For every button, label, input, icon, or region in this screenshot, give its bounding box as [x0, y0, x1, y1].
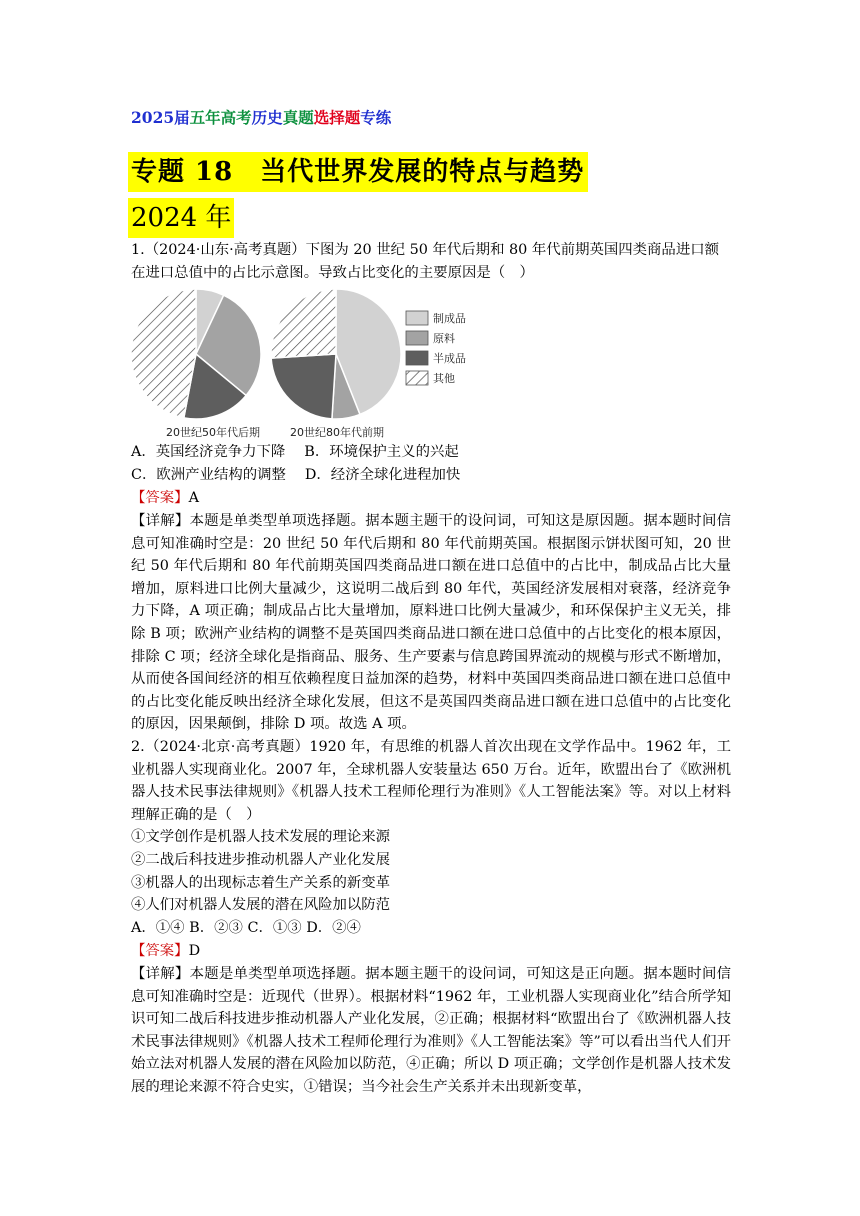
series-segment: 选择题 — [313, 108, 361, 127]
pie-slice-其他 — [271, 289, 336, 358]
series-title — [131, 106, 391, 128]
series-segment: 历史 — [251, 108, 283, 127]
q2-item1: ①文学创作是机器人技术发展的理论来源 — [131, 829, 391, 845]
q2-stem: 2.（2024·北京·高考真题）1920 年，有思维的机器人首次出现在文学作品中。1962 年，工业机器人实现商业化。2007 年，全球机器人安装量达 650 万台。近年，欧盟出台了《欧洲机器人技术民事法律规则》《机器人技术工程师伦理行为准则》《人工智能法案》等。对以上材料理解正确的是（ ） — [131, 739, 731, 823]
q1-pie-charts — [128, 286, 488, 446]
answer-label: 【答案】 — [131, 490, 189, 506]
answer-value: D — [188, 943, 201, 959]
legend-label: 其他 — [433, 372, 455, 385]
detail-label: 【详解】 — [131, 966, 190, 982]
q1-stem-line2: 在进口总值中的占比示意图。导致占比变化的主要原因是（ ） — [131, 265, 534, 281]
q1-options-line1: A．英国经济竞争力下降 B．环境保护主义的兴起 — [131, 444, 459, 460]
year-heading: 2024 年 — [128, 198, 234, 238]
q2-item2: ②二战后科技进步推动机器人产业化发展 — [131, 852, 391, 868]
answer-label: 【答案】 — [131, 943, 189, 959]
q1-options-line2: C．欧洲产业结构的调整 D．经济全球化进程加快 — [131, 467, 461, 483]
legend-swatch — [406, 351, 428, 365]
series-segment: 五年高考 — [189, 108, 252, 127]
detail-text: 本题是单类型单项选择题。据本题主题干的设问词，可知这是原因题。据本题时间信息可知准确时空是：20 世纪 50 年代后期和 80 年代前期英国。根据图示饼状图可知，20 世纪 50 年代后期和 80 年代前期英国四类商品进口额在进口总值中的占比中，制成品占比大量增加，原料进口比例大量减少，这说明二战后到 80 年代，英国经济发展相对衰落，经济竞争力下降，A 项正确；制成品占比大量增加，原料进口比例大量减少，和环保保护主义无关，排除 B 项；欧洲产业结构的调整不是英国四类商品进口额在进口总值中的占比变化的根本原因，排除 C 项；经济全球化是指商品、服务、生产要素与信息跨国界流动的规模与形式不断增加，从而使各国间经济的相互依赖程度日益加深的趋势，材料中英国四类商品进口额在进口总值中的占比变化能反映出经济全球化发展，但这不是英国四类商品进口额在进口总值中的占比变化的原因，因果颠倒，排除 D 项。故选 A 项。 — [131, 513, 731, 733]
legend-swatch — [406, 331, 428, 345]
detail-label: 【详解】 — [131, 513, 190, 529]
q1-answer — [131, 487, 199, 510]
legend-swatch — [406, 371, 428, 385]
pie-slice-其他 — [131, 289, 196, 418]
series-segment: 专练 — [360, 108, 392, 127]
pie-title-1950s: 20世纪50年代后期 — [166, 426, 260, 439]
pie-chart-1980s — [271, 289, 401, 419]
legend-label: 半成品 — [433, 352, 466, 365]
q1-stem-line1: 1.（2024·山东·高考真题）下图为 20 世纪 50 年代后期和 80 年代前期英国四类商品进口额 — [131, 242, 719, 258]
pie-slice-半成品 — [271, 354, 336, 419]
q2-answer — [131, 940, 200, 963]
series-segment: 2025 — [131, 108, 175, 127]
series-segment: 届 — [174, 108, 190, 127]
q2-item4: ④人们对机器人发展的潜在风险加以防范 — [131, 897, 391, 913]
legend-label: 原料 — [433, 332, 455, 345]
q2-options: A．①④ B．②③ C．①③ D．②④ — [131, 920, 361, 936]
topic-title: 专题 18 当代世界发展的特点与趋势 — [128, 152, 588, 192]
q2-item3: ③机器人的出现标志着生产关系的新变革 — [131, 875, 391, 891]
q1-detail — [131, 510, 731, 736]
legend-swatch — [406, 311, 428, 325]
detail-text: 本题是单类型单项选择题。据本题主题干的设问词，可知这是正向题。据本题时间信息可知准确时空是：近现代（世界）。根据材料“1962 年，工业机器人实现商业化”结合所学知识可知二战后科技进步推动机器人产业化发展，②正确；根据材料“欧盟出台了《欧洲机器人技术民事法律规则》《机器人技术工程师伦理行为准则》《人工智能法案》等”可以看出当代人们开始立法对机器人发展的潜在风险加以防范，④正确；所以 D 项正确；文学创作是机器人技术发展的理论来源不符合史实，①错误；当今社会生产关系并未出现新变革， — [131, 966, 731, 1095]
pie-chart-1950s — [131, 289, 261, 419]
answer-value: A — [188, 490, 199, 506]
q2-detail — [131, 963, 731, 1099]
chart-legend — [406, 311, 466, 385]
pie-title-1980s: 20世纪80年代前期 — [290, 426, 384, 439]
legend-label: 制成品 — [433, 312, 466, 325]
series-segment: 真题 — [282, 108, 314, 127]
